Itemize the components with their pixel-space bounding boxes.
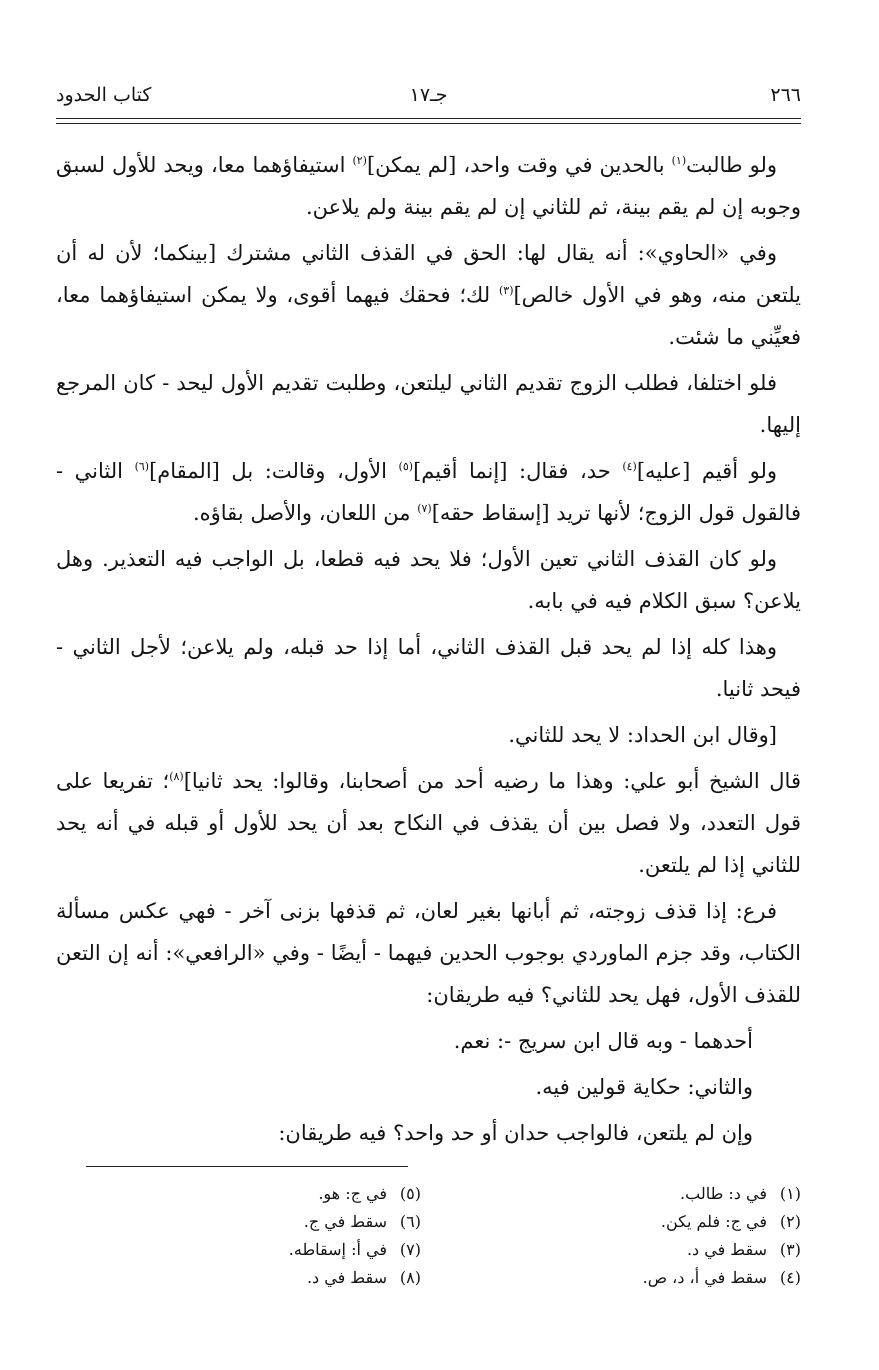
- main-text: [56, 144, 801, 1158]
- footnote-number: (٦): [399, 1212, 421, 1231]
- paragraph-text: [وقال ابن الحداد: لا يحد للثاني.: [508, 723, 777, 747]
- footnotes-right-column: [421, 1180, 801, 1292]
- paragraph: [56, 1020, 801, 1062]
- paragraph-text: قال الشيخ أبو علي: وهذا ما رضيه أحد من أصحابنا، وقالوا: يحد ثانيا]: [183, 769, 801, 793]
- footnote-marker: (٨): [169, 770, 184, 783]
- paragraph: [56, 232, 801, 358]
- book-title: كتاب الحدود: [56, 84, 152, 106]
- footnote-marker: (٣): [498, 284, 514, 297]
- page-header: [56, 84, 801, 114]
- footnote-number: (٢): [779, 1212, 801, 1231]
- footnote-marker: (٤): [622, 460, 637, 473]
- page-number: ٢٦٦: [770, 84, 801, 106]
- footnote-text: في د: طالب.: [680, 1184, 767, 1203]
- paragraph-text: من اللعان، والأصل بقاؤه.: [192, 501, 418, 525]
- footnote-marker: (٥): [398, 460, 414, 473]
- paragraph-text: والثاني: حكاية قولين فيه.: [535, 1075, 753, 1099]
- paragraph: [56, 714, 801, 756]
- paragraph: [56, 144, 801, 228]
- paragraph: [56, 1066, 801, 1108]
- paragraph-text: أحدهما - وبه قال ابن سريج -: نعم.: [453, 1029, 753, 1053]
- footnote-marker: (٦): [134, 460, 150, 473]
- paragraph: [56, 1112, 801, 1154]
- footnote-item: [421, 1180, 801, 1208]
- paragraph-text: الأول، وقالت: بل [المقام]: [149, 459, 399, 483]
- footnote-item: [41, 1264, 421, 1292]
- volume-label: جـ١٧: [409, 84, 448, 106]
- footnote-marker: (١): [671, 154, 687, 167]
- footnote-text: سقط في أ، د، ص.: [642, 1268, 767, 1287]
- paragraph-text: وهذا كله إذا لم يحد قبل القذف الثاني، أما إذا حد قبله، ولم يلاعن؛ لأجل الثاني - فيحد ثانيا.: [56, 635, 801, 701]
- footnote-item: [41, 1180, 421, 1208]
- footnote-item: [421, 1208, 801, 1236]
- footnote-text: في ج: فلم يكن.: [660, 1212, 767, 1231]
- footnote-text: سقط في ج.: [303, 1212, 387, 1231]
- footnote-number: (٤): [779, 1268, 801, 1287]
- paragraph-text: فرع: إذا قذف زوجته، ثم أبانها بغير لعان، ثم قذفها بزنى آخر - فهي عكس مسألة الكتاب، وقد جزم الماوردي بوجوب الحدين فيهما - أيضًا - وفي «الرافعي»: أنه إن التعن للقذف الأول، فهل يحد للثاني؟ فيه طريقان:: [56, 899, 801, 1007]
- paragraph: [56, 450, 801, 534]
- paragraph-text: ؛ تفريعا على قول التعدد، ولا فصل بين أن يقذف في النكاح بعد أن يحد للأول أو قبله في أنه يحد للثاني إذا لم يلتعن.: [56, 769, 801, 877]
- footnote-text: سقط في د.: [686, 1240, 767, 1259]
- paragraph-text: استيفاؤهما معا، ويحد للأول لسبق وجوبه إن لم يقم بينة، ثم للثاني إن لم يقم بينة ولم يلاعن.: [56, 153, 801, 219]
- footnote-text: سقط في د.: [306, 1268, 387, 1287]
- footnote-number: (٥): [399, 1184, 421, 1203]
- paragraph-text: ولو طالبت: [686, 153, 778, 177]
- footnote-text: في ج: هو.: [318, 1184, 387, 1203]
- paragraph-text: حد، فقال: [إنما أقيم]: [413, 459, 623, 483]
- footnote-number: (١): [779, 1184, 801, 1203]
- paragraph: [56, 538, 801, 622]
- footnote-text: في أ: إسقاطه.: [288, 1240, 387, 1259]
- paragraph-text: لك؛ فحقك فيهما أقوى، ولا يمكن استيفاؤهما معا، فعيِّني ما شئت.: [56, 283, 801, 349]
- footnotes-left-column: [41, 1180, 421, 1292]
- paragraph-text: ولو أقيم [عليه]: [636, 459, 778, 483]
- footnote-number: (٨): [399, 1268, 421, 1287]
- paragraph-text: الثاني - فالقول قول الزوج؛ لأنها تريد [إسقاط حقه]: [56, 459, 801, 525]
- paragraph-text: وفي «الحاوي»: أنه يقال لها: الحق في القذف الثاني مشترك [بينكما؛ لأن له أن يلتعن منه، وهو في الأول خالص]: [56, 241, 802, 307]
- footnote-marker: (٢): [352, 154, 367, 167]
- footnote-number: (٣): [779, 1240, 801, 1259]
- footnote-item: [41, 1208, 421, 1236]
- paragraph-text: ولو كان القذف الثاني تعين الأول؛ فلا يحد فيه قطعا، بل الواجب فيه التعذير. وهل يلاعن؟ سبق الكلام فيه في بابه.: [56, 547, 801, 613]
- footnote-item: [41, 1236, 421, 1264]
- paragraph-text: وإن لم يلتعن، فالواجب حدان أو حد واحد؟ فيه طريقان:: [278, 1121, 753, 1145]
- paragraph: [56, 760, 801, 886]
- footnote-item: [421, 1236, 801, 1264]
- paragraph: [56, 626, 801, 710]
- header-rule-top: [56, 118, 801, 119]
- footnote-item: [421, 1264, 801, 1292]
- footnote-number: (٧): [399, 1240, 421, 1259]
- paragraph-text: فلو اختلفا، فطلب الزوج تقديم الثاني ليلتعن، وطلبت تقديم الأول ليحد - كان المرجع إليها.: [56, 371, 801, 437]
- footnote-marker: (٧): [417, 502, 432, 515]
- paragraph: [56, 362, 801, 446]
- header-rule-bottom: [56, 123, 801, 124]
- paragraph-text: بالحدين في وقت واحد، [لم يمكن]: [366, 153, 672, 177]
- footnote-separator: [86, 1166, 408, 1167]
- paragraph: [56, 890, 801, 1016]
